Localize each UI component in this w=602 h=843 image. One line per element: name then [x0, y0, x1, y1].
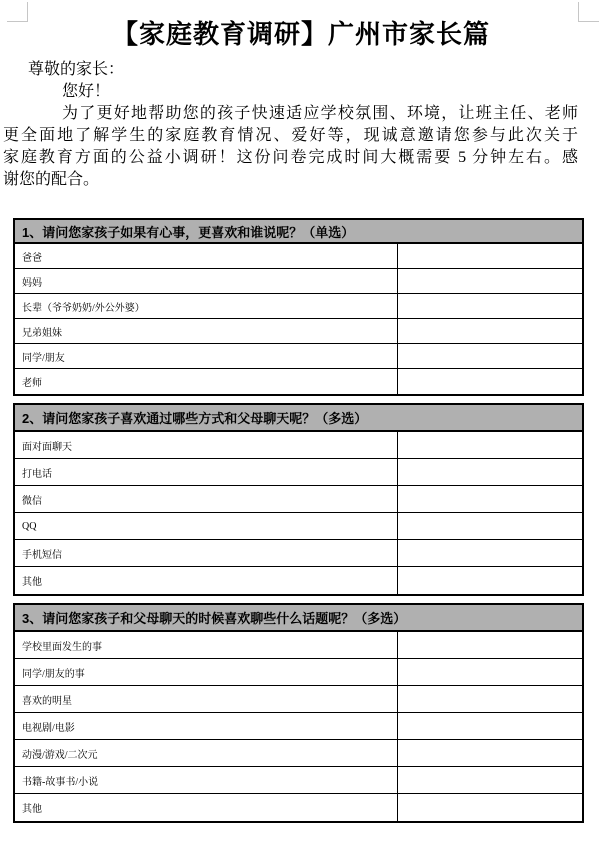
option-label: 同学/朋友的事 [15, 659, 398, 685]
answer-cell[interactable] [398, 686, 582, 712]
answer-cell[interactable] [398, 540, 582, 566]
question-table-1 [13, 218, 584, 396]
answer-cell[interactable] [398, 767, 582, 793]
question-header: 2、请问您家孩子喜欢通过哪些方式和父母聊天呢？（多选） [15, 405, 582, 432]
table-row [15, 632, 582, 659]
table-row [15, 794, 582, 821]
table-row [15, 713, 582, 740]
table-row [15, 540, 582, 567]
intro-line: 尊敬的家长： [28, 61, 125, 78]
page-title: 【家庭教育调研】广州市家长篇 [111, 19, 490, 49]
table-row [15, 686, 582, 713]
option-label: 手机短信 [15, 540, 398, 566]
table-row [15, 432, 582, 459]
option-label: 爸爸 [15, 244, 398, 268]
option-label: 打电话 [15, 459, 398, 485]
question-table-3 [13, 603, 584, 823]
option-label: 动漫/游戏/二次元 [15, 740, 398, 766]
table-row [15, 319, 582, 344]
option-label: 兄弟姐妹 [15, 319, 398, 343]
option-label: 老师 [15, 369, 398, 394]
answer-cell[interactable] [398, 459, 582, 485]
question-table-2 [13, 403, 584, 596]
intro-paragraph [3, 59, 578, 191]
answer-cell[interactable] [398, 632, 582, 658]
table-row [15, 244, 582, 269]
table-row [15, 567, 582, 594]
answer-cell[interactable] [398, 344, 582, 368]
option-label: 书籍-故事书/小说 [15, 767, 398, 793]
intro-line: 更全面地了解学生的家庭教育情况、爱好等，现诚意邀请您参与此次关于 [3, 127, 578, 144]
answer-cell[interactable] [398, 319, 582, 343]
table-row [15, 344, 582, 369]
answer-cell[interactable] [398, 244, 582, 268]
option-label: 学校里面发生的事 [15, 632, 398, 658]
option-label: QQ [15, 513, 398, 539]
answer-cell[interactable] [398, 513, 582, 539]
intro-line: 家庭教育方面的公益小调研！这份问卷完成时间大概需要 5 分钟左右。感 [3, 149, 578, 166]
answer-cell[interactable] [398, 659, 582, 685]
intro-line: 谢您的配合。 [3, 171, 100, 188]
answer-cell[interactable] [398, 794, 582, 821]
option-label: 电视剧/电影 [15, 713, 398, 739]
option-label: 其他 [15, 567, 398, 594]
option-label: 微信 [15, 486, 398, 512]
option-label: 面对面聊天 [15, 432, 398, 458]
question-header: 1、请问您家孩子如果有心事，更喜欢和谁说呢？（单选） [15, 220, 582, 244]
answer-cell[interactable] [398, 567, 582, 594]
intro-line: 您好！ [62, 83, 111, 100]
answer-cell[interactable] [398, 369, 582, 394]
table-row [15, 486, 582, 513]
answer-cell[interactable] [398, 294, 582, 318]
option-label: 长辈（爷爷奶奶/外公外婆） [15, 294, 398, 318]
answer-cell[interactable] [398, 432, 582, 458]
table-row [15, 659, 582, 686]
option-label: 同学/朋友 [15, 344, 398, 368]
table-row [15, 459, 582, 486]
answer-cell[interactable] [398, 486, 582, 512]
option-label: 其他 [15, 794, 398, 821]
option-label: 喜欢的明星 [15, 686, 398, 712]
intro-line: 为了更好地帮助您的孩子快速适应学校氛围、环境，让班主任、老师 [62, 105, 578, 122]
table-row [15, 513, 582, 540]
answer-cell[interactable] [398, 740, 582, 766]
table-row [15, 369, 582, 394]
table-row [15, 269, 582, 294]
answer-cell[interactable] [398, 713, 582, 739]
table-row [15, 767, 582, 794]
answer-cell[interactable] [398, 269, 582, 293]
table-row [15, 740, 582, 767]
question-header: 3、请问您家孩子和父母聊天的时候喜欢聊些什么话题呢？（多选） [15, 605, 582, 632]
option-label: 妈妈 [15, 269, 398, 293]
table-row [15, 294, 582, 319]
